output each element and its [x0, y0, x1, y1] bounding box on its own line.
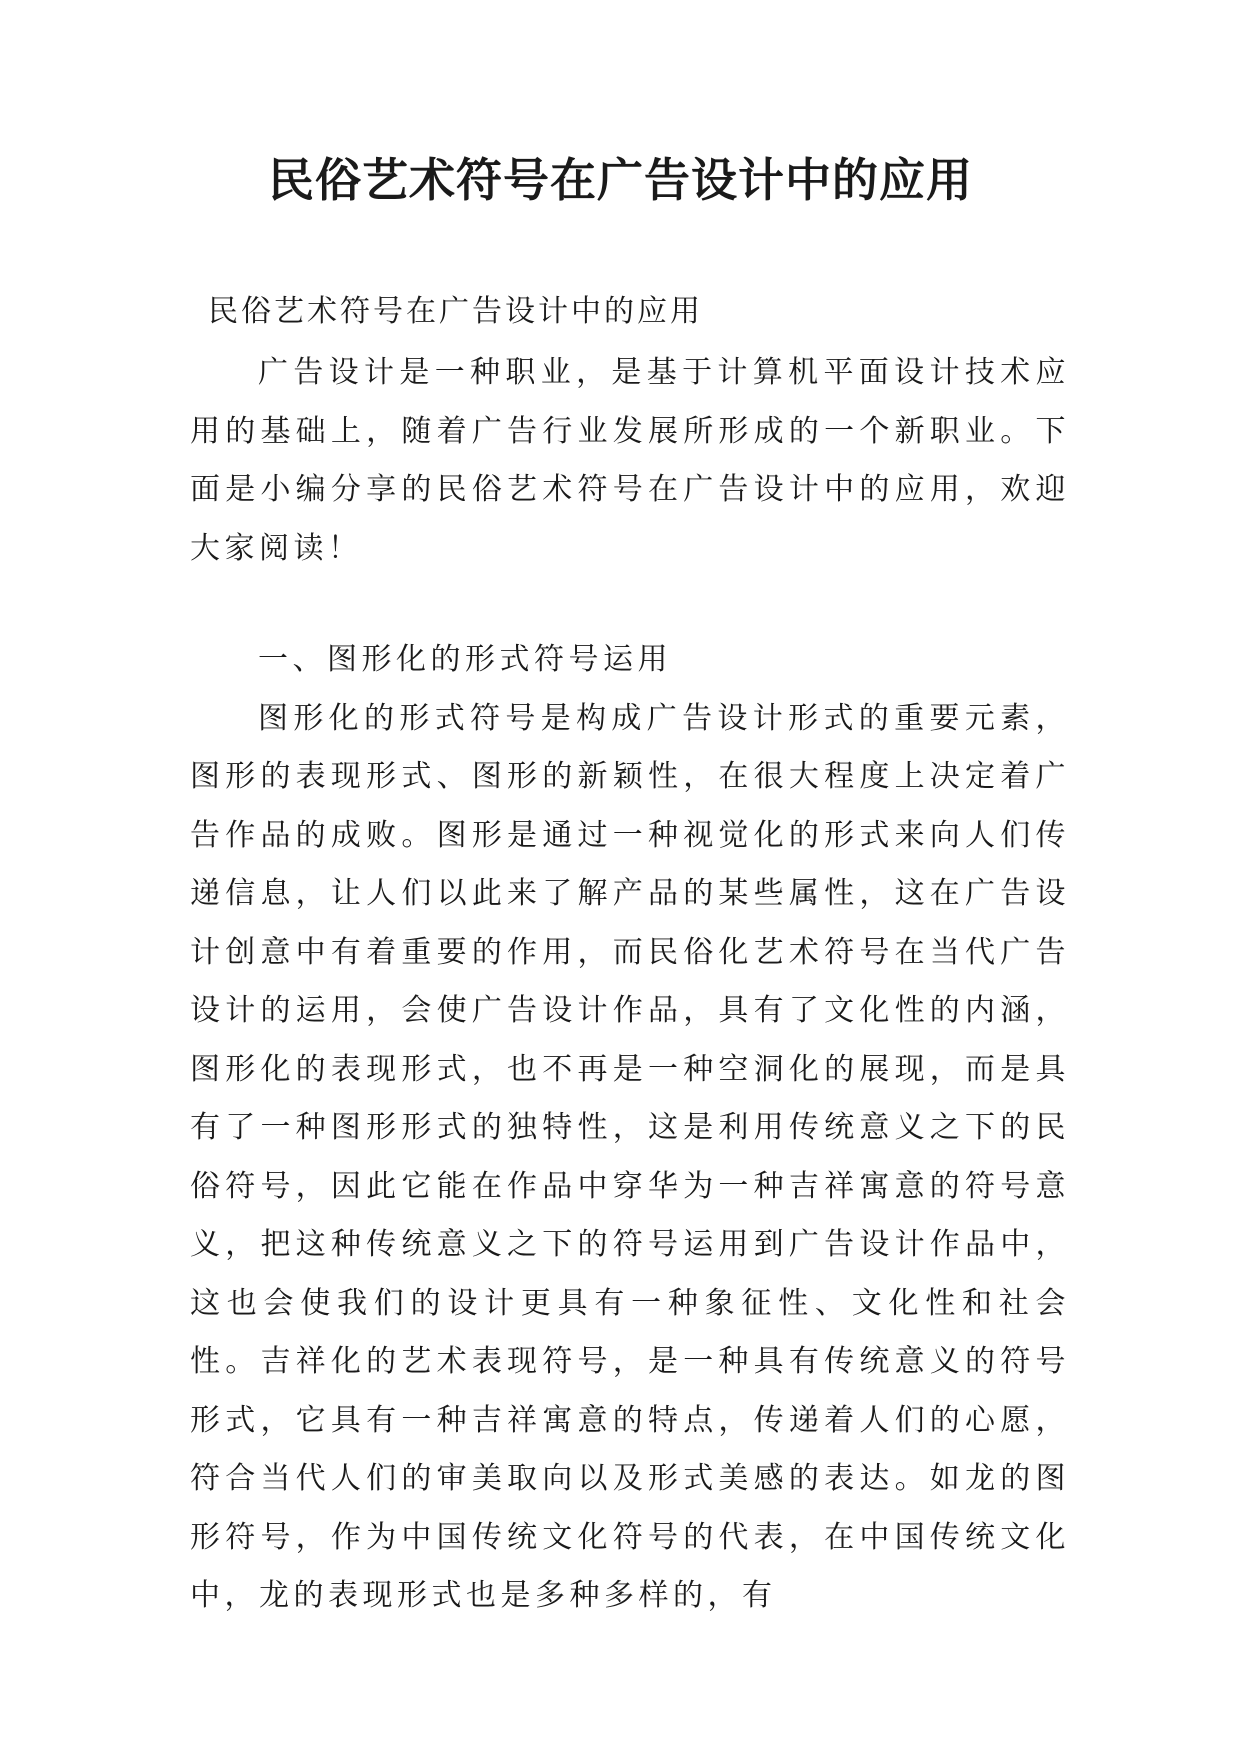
intro-paragraph: 广告设计是一种职业，是基于计算机平面设计技术应用的基础上，随着广告行业发展所形成的一个新职业。下面是小编分享的民俗艺术符号在广告设计中的应用，欢迎大家阅读！: [190, 355, 1070, 566]
section-one: [190, 631, 1070, 1626]
section-heading: 一、图形化的形式符号运用: [258, 642, 672, 677]
intro-section: [190, 344, 1070, 578]
document-title: 民俗艺术符号在广告设计中的应用: [268, 153, 973, 207]
document-subtitle: 民俗艺术符号在广告设计中的应用: [208, 294, 703, 329]
section-paragraph: 图形化的形式符号是构成广告设计形式的重要元素，图形的表现形式、图形的新颖性，在很大程度上决定着广告作品的成败。图形是通过一种视觉化的形式来向人们传递信息，让人们以此来了解产品的某些属性，这在广告设计创意中有着重要的作用，而民俗化艺术符号在当代广告设计的运用，会使广告设计作品，具有了文化性的内涵，图形化的表现形式，也不再是一种空洞化的展现，而是具有了一种图形形式的独特性，这是利用传统意义之下的民俗符号，因此它能在作品中穿华为一种吉祥寓意的符号意义，把这种传统意义之下的符号运用到广告设计作品中，这也会使我们的设计更具有一种象征性、文化性和社会性。吉祥化的艺术表现符号，是一种具有传统意义的符号形式，它具有一种吉祥寓意的特点，传递着人们的心愿，符合当代人们的审美取向以及形式美感的表达。如龙的图形符号，作为中国传统文化符号的代表，在中国传统文化中，龙的表现形式也是多种多样的，有: [190, 700, 1070, 1613]
